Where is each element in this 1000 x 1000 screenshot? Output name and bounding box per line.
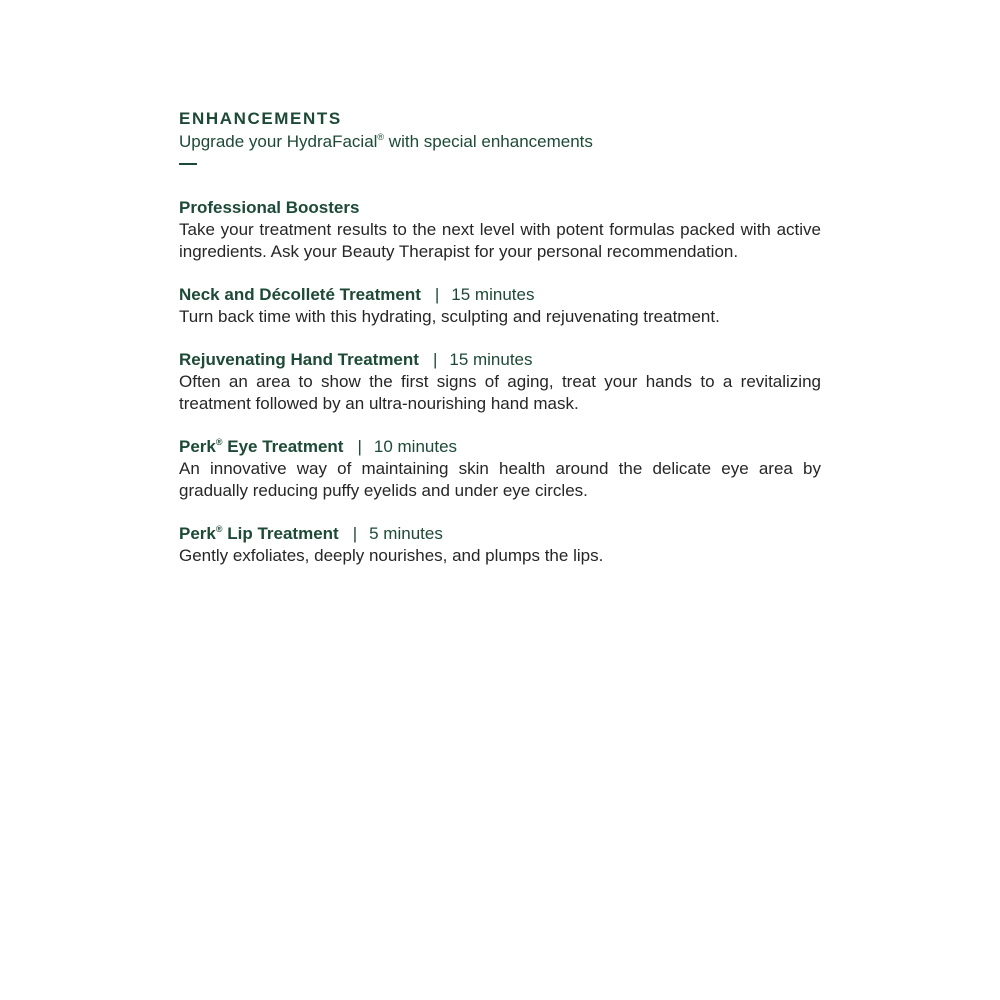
enhancement-heading (179, 436, 821, 458)
subtitle-text-start: Upgrade your HydraFacial (179, 132, 378, 151)
name-rest: Lip Treatment (222, 524, 339, 543)
enhancement-description: Turn back time with this hydrating, sculpting and rejuvenating treatment. (179, 307, 720, 326)
enhancement-duration: 10 minutes (373, 437, 458, 456)
name-brand: Perk (179, 524, 216, 543)
enhancement-name: Rejuvenating Hand Treatment (179, 350, 419, 369)
enhancement-description: Take your treatment results to the next level with potent formulas packed with active ingredients. Ask your Beauty Therapist for your personal recommendation. (179, 220, 821, 261)
enhancement-item (179, 284, 821, 328)
separator: | (357, 437, 362, 456)
enhancement-item (179, 523, 821, 567)
enhancement-item (179, 436, 821, 502)
enhancements-section (179, 108, 821, 567)
enhancement-heading (179, 197, 821, 219)
enhancement-name (179, 437, 343, 456)
section-title: ENHANCEMENTS (179, 109, 342, 128)
enhancement-item (179, 197, 821, 263)
enhancement-name (179, 524, 339, 543)
subtitle-text-end: with special enhancements (384, 132, 593, 151)
separator: | (352, 524, 358, 543)
enhancement-item (179, 349, 821, 415)
enhancement-duration: 15 minutes (451, 285, 535, 304)
enhancement-heading (179, 523, 821, 545)
name-brand: Perk (179, 437, 216, 456)
name-rest: Eye Treatment (222, 437, 344, 456)
enhancement-name: Neck and Décolleté Treatment (179, 285, 421, 304)
enhancement-duration: 5 minutes (369, 524, 443, 543)
enhancement-duration: 15 minutes (449, 350, 533, 369)
title-divider (179, 163, 197, 165)
enhancement-description: Gently exfoliates, deeply nourishes, and plumps the lips. (179, 546, 604, 565)
enhancement-description: Often an area to show the first signs of aging, treat your hands to a revitalizing treatment followed by an ultra-nourishing hand mask. (179, 372, 821, 413)
registered-mark: ® (215, 437, 223, 447)
enhancement-description: An innovative way of maintaining skin health around the delicate eye area by gradually reducing puffy eyelids and under eye circles. (179, 459, 821, 500)
section-subtitle (179, 131, 821, 153)
registered-mark: ® (377, 132, 385, 142)
enhancement-heading (179, 349, 821, 371)
separator: | (432, 350, 438, 369)
enhancement-heading (179, 284, 821, 306)
enhancement-name: Professional Boosters (179, 198, 360, 217)
registered-mark: ® (215, 524, 223, 534)
separator: | (434, 285, 440, 304)
